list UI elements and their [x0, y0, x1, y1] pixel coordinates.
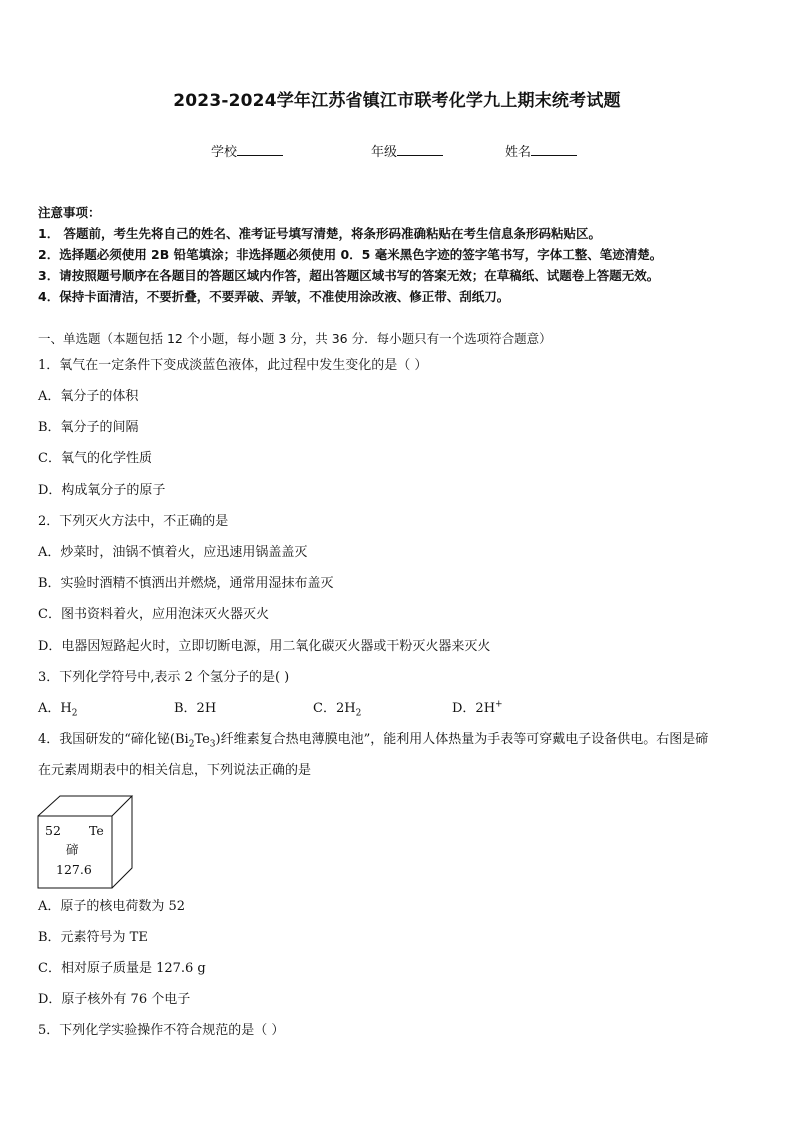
subscript: 2	[71, 708, 78, 719]
option-a: A．炒菜时，油锅不慎着火，应迅速用锅盖盖灭	[38, 545, 308, 560]
subscript: 3	[209, 739, 216, 750]
school-blank	[237, 143, 283, 156]
option-a: A．原子的核电荷数为 52	[38, 899, 186, 914]
atomic-mass: 127.6	[56, 862, 92, 877]
option-b: B．氧分子的间隔	[38, 420, 139, 435]
name-blank	[531, 143, 577, 156]
notice-item: 2．选择题必须使用 2B 铅笔填涂；非选择题必须使用 0．5 毫米黑色字迹的签字笔书写，字体工整、笔迹清楚。	[38, 247, 663, 262]
cube-side-face	[112, 796, 132, 888]
question-stem-continued: 在元素周期表中的相关信息，下列说法正确的是	[38, 763, 312, 778]
question-stem: 1．氧气在一定条件下变成淡蓝色液体，此过程中发生变化的是（ ）	[38, 358, 428, 373]
notice-item: 3．请按照题号顺序在各题目的答题区域内作答，超出答题区域书写的答案无效；在草稿纸、试题卷上答题无效。	[38, 268, 660, 283]
option-d: D．原子核外有 76 个电子	[38, 992, 191, 1007]
atomic-number: 52	[45, 823, 61, 838]
option-c: C．图书资料着火，应用泡沫灭火器灭火	[38, 607, 269, 622]
name-label: 姓名	[505, 145, 532, 160]
grade-label: 年级	[371, 145, 398, 160]
cube-top-face	[38, 796, 132, 816]
option-c: C．氧气的化学性质	[38, 451, 152, 466]
subscript: 2	[188, 739, 195, 750]
option-d: D．电器因短路起火时，立即切断电源，用二氧化碳灭火器或干粉灭火器来灭火	[38, 639, 491, 654]
grade-field	[371, 141, 443, 160]
superscript: +	[495, 699, 503, 710]
school-field	[211, 141, 283, 160]
option-d	[452, 697, 503, 716]
question-stem: 2．下列灭火方法中，不正确的是	[38, 514, 229, 529]
notice-item: 4．保持卡面清洁，不要折叠，不要弄破、弄皱，不准使用涂改液、修正带、刮纸刀。	[38, 289, 510, 304]
section-heading: 一、单选题（本题包括 12 个小题，每小题 3 分，共 36 分．每小题只有一个选项符合题意）	[38, 331, 552, 346]
name-field	[505, 141, 577, 160]
question-stem: 3．下列化学符号中,表示 2 个氢分子的是( )	[38, 670, 290, 685]
notice-item: 1． 答题前，考生先将自己的姓名、准考证号填写清楚，将条形码准确粘贴在考生信息条形码粘贴区。	[38, 226, 602, 241]
notice-heading: 注意事项：	[38, 205, 101, 220]
element-name: 碲	[66, 842, 79, 857]
option-d-text: D．2H	[452, 701, 496, 716]
option-b: B．2H	[174, 701, 217, 716]
option-b: B．元素符号为 TE	[38, 930, 148, 945]
option-c: C．相对原子质量是 127.6 g	[38, 961, 206, 976]
option-a-text: A．H	[38, 701, 72, 716]
option-d: D．构成氧分子的原子	[38, 483, 166, 498]
option-c-text: C．2H	[313, 701, 356, 716]
stem-text: )纤维素复合热电薄膜电池”，能利用人体热量为手表等可穿戴电子设备供电。右图是碲	[215, 732, 709, 747]
question-stem	[38, 728, 708, 750]
option-a: A．氧分子的体积	[38, 389, 139, 404]
page-title: 2023-2024学年江苏省镇江市联考化学九上期末统考试题	[173, 91, 621, 111]
stem-text: Te	[194, 732, 210, 747]
subscript: 2	[355, 708, 362, 719]
element-symbol: Te	[89, 823, 104, 838]
question-stem: 5．下列化学实验操作不符合规范的是（ ）	[38, 1023, 285, 1038]
stem-text: 4．我国研发的“碲化铋(Bi	[38, 732, 189, 747]
option-a	[38, 697, 77, 719]
option-c	[313, 697, 361, 719]
school-label: 学校	[211, 145, 238, 160]
grade-blank	[397, 143, 443, 156]
element-cube-diagram	[32, 794, 136, 894]
option-b: B．实验时酒精不慎洒出并燃烧，通常用湿抹布盖灭	[38, 576, 334, 591]
